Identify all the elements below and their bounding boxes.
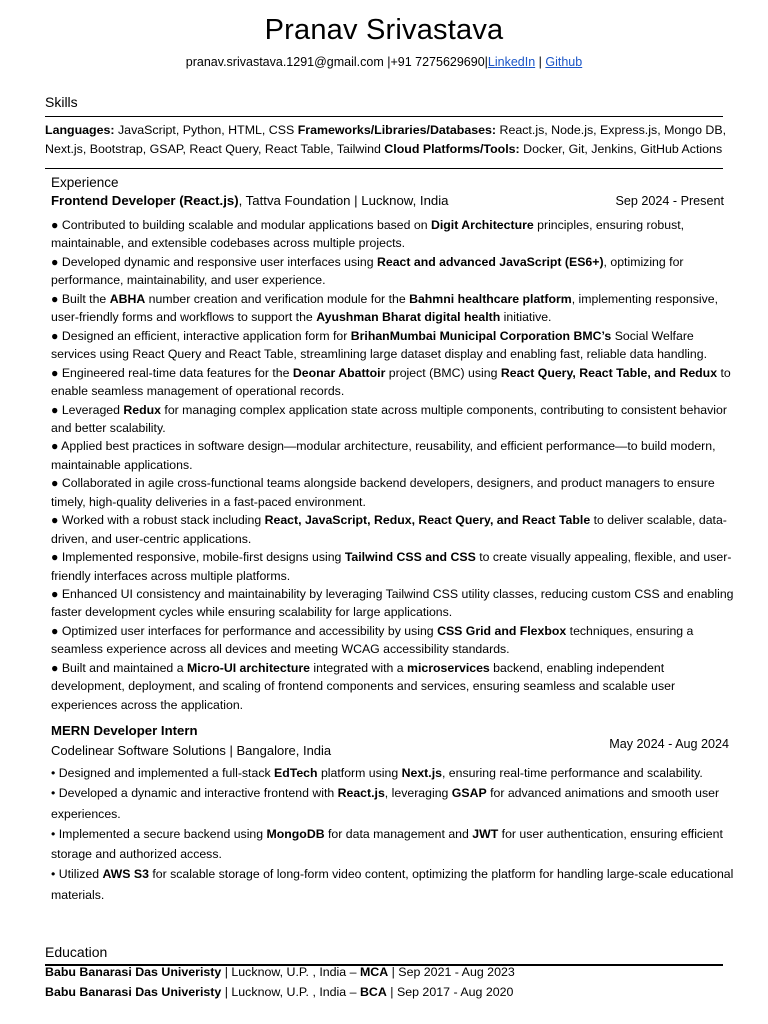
bullet-text: , ensuring real-time performance and scalability. <box>441 766 703 780</box>
bullet-text: principles, ensuring robust, maintainable, and extensible codebases across multiple projects. <box>51 218 685 251</box>
bullet-point <box>51 622 741 659</box>
bullet-text: ● Worked with a robust stack including <box>51 513 265 528</box>
education-entry <box>45 985 513 999</box>
bullet-text: to create visually appealing, flexible, and user-friendly interfaces across multiple platforms. <box>51 550 732 583</box>
bullet-text: for scalable storage of long-form video content, optimizing the platform for handling large-scale educational materials. <box>51 867 734 902</box>
degree: MCA <box>359 965 389 979</box>
skills-list <box>45 121 735 159</box>
bullet-point <box>51 824 741 865</box>
bullet-bold-text: Deonar Abattoir <box>292 365 386 380</box>
school-location: | Lucknow, U.P. , India – <box>221 985 360 999</box>
bullet-point <box>51 437 741 474</box>
bullet-text: ● Engineered real-time data features for the <box>51 365 293 380</box>
bullet-point <box>51 763 741 783</box>
bullet-text: platform using <box>317 766 402 780</box>
bullet-text: ● Optimized user interfaces for performance and accessibility by using <box>51 623 438 638</box>
bullet-point <box>51 253 741 290</box>
degree: BCA <box>359 985 387 999</box>
job1-bullets <box>51 216 741 714</box>
job2-date: May 2024 - Aug 2024 <box>609 737 729 751</box>
bullet-point <box>51 548 741 585</box>
frameworks-label: Frameworks/Libraries/Databases: <box>297 123 497 137</box>
bullet-bold-text: AWS S3 <box>102 867 149 882</box>
education-heading: Education <box>45 944 108 960</box>
candidate-name: Pranav Srivastava <box>264 14 504 46</box>
cloud-label: Cloud Platforms/Tools: <box>384 142 520 156</box>
school-name: Babu Banarasi Das Univeristy <box>45 985 222 999</box>
bullet-text: to enable seamless management of operational records. <box>51 365 731 399</box>
job1-date: Sep 2024 - Present <box>615 194 724 208</box>
skills-heading: Skills <box>45 94 78 110</box>
bullet-bold-text: ABHA <box>109 291 146 306</box>
experience-divider <box>45 168 723 169</box>
bullet-bold-text: JWT <box>472 826 499 841</box>
bullet-text: initiative. <box>500 310 552 325</box>
bullet-bold-text: MongoDB <box>266 826 325 841</box>
bullet-text: for advanced animations and smooth user experiences. <box>51 786 720 821</box>
skills-divider <box>45 116 723 117</box>
linkedin-link[interactable]: LinkedIn <box>487 55 536 69</box>
bullet-bold-text: Bahmni healthcare platform <box>409 291 572 306</box>
bullet-text: ● Contributed to building scalable and modular applications based on <box>51 218 431 232</box>
bullet-text: • Developed a dynamic and interactive frontend with <box>51 786 338 801</box>
github-link[interactable]: Github <box>545 55 583 69</box>
bullet-bold-text: React Query, React Table, and Redux <box>500 365 718 380</box>
link-separator: | <box>535 55 546 69</box>
bullet-bold-text: Redux <box>123 402 161 417</box>
bullet-point <box>51 511 741 548</box>
job1-title: Frontend Developer (React.js) <box>51 193 239 208</box>
contact-text: pranav.srivastava.1291@gmail.com |+91 7275629690| <box>185 55 488 69</box>
bullet-text: Social Welfare services using React Query and React Table, streamlining large dataset display and enabling fast, reliable data handling. <box>51 328 707 362</box>
bullet-bold-text: GSAP <box>451 786 487 801</box>
school-name: Babu Banarasi Das Univeristy <box>45 965 222 979</box>
bullet-text: for data management and <box>324 826 473 841</box>
bullet-text: ● Enhanced UI consistency and maintainability by leveraging Tailwind CSS utility classes, reducing custom CSS and enabling faster development cycles while ensuring scalability for large applications. <box>51 587 734 620</box>
bullet-point <box>51 474 741 511</box>
bullet-point <box>51 659 741 714</box>
cloud-value: Docker, Git, Jenkins, GitHub Actions <box>519 142 723 156</box>
bullet-text: ● Leveraged <box>51 402 124 417</box>
bullet-bold-text: Next.js <box>401 766 442 780</box>
bullet-bold-text: EdTech <box>274 766 318 780</box>
bullet-text: techniques, ensuring a seamless experience across all devices and meeting WCAG accessibility standards. <box>51 623 694 657</box>
bullet-point <box>51 401 741 438</box>
bullet-text: , implementing responsive, user-friendly forms and workflows to support the <box>51 291 718 325</box>
bullet-text: • Designed and implemented a full-stack <box>51 766 275 780</box>
bullet-text: integrated with a <box>309 660 408 675</box>
bullet-bold-text: CSS Grid and Flexbox <box>437 623 567 638</box>
bullet-point <box>51 364 741 401</box>
bullet-point <box>51 290 741 327</box>
job1-company: , Tattva Foundation | Lucknow, India <box>238 193 449 208</box>
degree-dates: | Sep 2021 - Aug 2023 <box>388 965 515 979</box>
job2-title: MERN Developer Intern <box>51 723 198 738</box>
bullet-text: backend, enabling independent development, deployment, and scaling of frontend components and services, ensuring seamless and scalable user experiences across the application. <box>51 660 676 712</box>
bullet-bold-text: microservices <box>407 660 490 675</box>
contact-line <box>0 55 768 69</box>
frameworks-value: React.js, Node.js, Express.js, Mongo DB, Next.js, Bootstrap, GSAP, React Query, React Table, Tailwind <box>45 123 727 156</box>
bullet-text: ● Collaborated in agile cross-functional teams alongside backend developers, designers, and product managers to ensure timely, high-quality deliveries in a fast-paced environment. <box>51 476 715 509</box>
bullet-text: ● Implemented responsive, mobile-first designs using <box>51 550 345 565</box>
bullet-text: , leveraging <box>384 786 452 801</box>
bullet-point <box>51 327 741 364</box>
bullet-bold-text: React and advanced JavaScript (ES6+) <box>376 254 604 269</box>
languages-label: Languages: <box>45 123 115 137</box>
bullet-text: for user authentication, ensuring efficient storage and authorized access. <box>51 826 723 862</box>
bullet-point <box>51 585 741 622</box>
job2-bullets <box>51 763 741 905</box>
bullet-bold-text: React.js <box>337 786 385 801</box>
bullet-bold-text: Micro-UI architecture <box>186 660 310 675</box>
bullet-bold-text: Ayushman Bharat digital health <box>316 310 501 325</box>
job2-company: Codelinear Software Solutions | Bangalore, India <box>51 743 332 758</box>
job2-title-row <box>51 723 198 738</box>
bullet-point <box>51 783 741 824</box>
bullet-bold-text: BrihanMumbai Municipal Corporation BMC’s <box>350 328 612 343</box>
bullet-text: project (BMC) using <box>385 365 501 380</box>
languages-value: JavaScript, Python, HTML, CSS <box>114 123 298 137</box>
bullet-text: ● Developed dynamic and responsive user interfaces using <box>51 254 377 269</box>
education-entry <box>45 965 515 979</box>
bullet-text: ● Applied best practices in software design—modular architecture, reusability, and efficient performance—to build modern, maintainable applications. <box>51 439 716 472</box>
bullet-text: , optimizing for performance, maintainability, and user experience. <box>51 254 684 288</box>
degree-dates: | Sep 2017 - Aug 2020 <box>386 985 514 999</box>
bullet-text: ● Designed an efficient, interactive application form for <box>51 328 351 343</box>
bullet-bold-text: Digit Architecture <box>431 218 534 232</box>
bullet-text: ● Built and maintained a <box>51 660 187 675</box>
bullet-text: to deliver scalable, data-driven, and user-centric applications. <box>51 513 727 546</box>
bullet-point <box>51 216 741 253</box>
bullet-text: number creation and verification module for the <box>145 291 410 306</box>
job1-heading <box>51 193 449 208</box>
school-location: | Lucknow, U.P. , India – <box>221 965 360 979</box>
bullet-bold-text: Tailwind CSS and CSS <box>344 550 476 565</box>
bullet-point <box>51 864 741 905</box>
bullet-text: ● Built the <box>51 291 110 306</box>
bullet-text: • Utilized <box>51 867 103 882</box>
bullet-bold-text: React, JavaScript, Redux, React Query, and React Table <box>264 513 591 528</box>
bullet-text: • Implemented a secure backend using <box>51 826 267 841</box>
bullet-text: for managing complex application state across multiple components, contributing to consistent behavior and better scalability. <box>51 402 727 435</box>
experience-heading: Experience <box>51 175 119 190</box>
